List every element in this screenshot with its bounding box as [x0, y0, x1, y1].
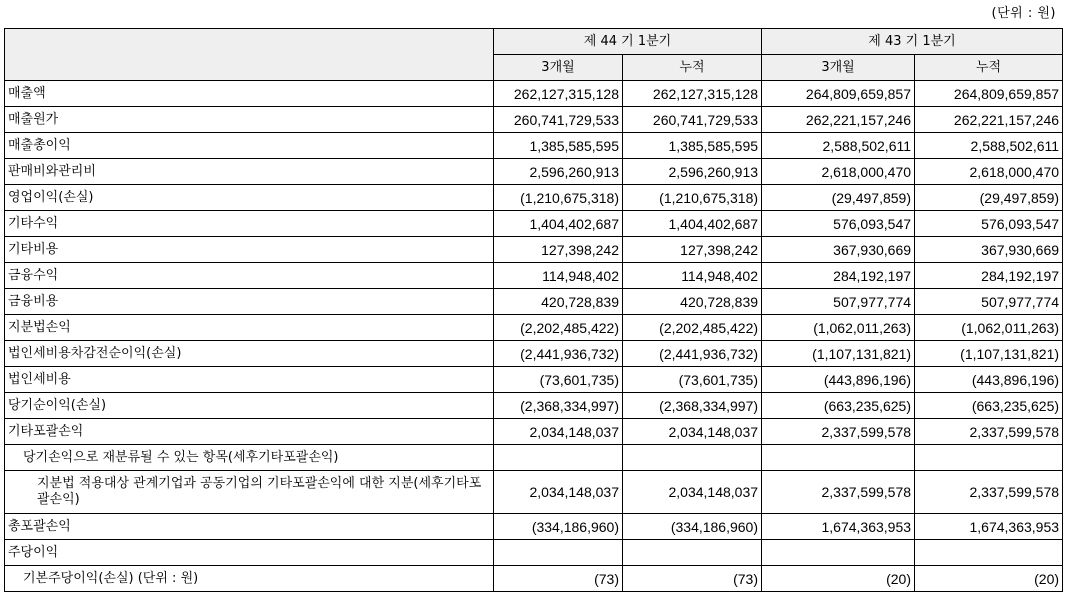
row-value: (334,186,960) — [623, 514, 762, 540]
row-value: (29,497,859) — [915, 185, 1063, 211]
row-label: 금융수익 — [5, 263, 494, 289]
row-value: 507,977,774 — [915, 289, 1063, 315]
row-value: 114,948,402 — [494, 263, 623, 289]
row-value: 260,741,729,533 — [623, 107, 762, 133]
row-label: 판매비와관리비 — [5, 159, 494, 185]
row-label: 지분법 적용대상 관계기업과 공동기업의 기타포괄손익에 대한 지분(세후기타포괄손익) — [5, 471, 494, 514]
header-sub-3months-current: 3개월 — [494, 55, 623, 81]
row-value: 2,034,148,037 — [494, 419, 623, 445]
row-value — [762, 445, 915, 471]
row-value: 114,948,402 — [623, 263, 762, 289]
row-value: 367,930,669 — [915, 237, 1063, 263]
row-value: (1,062,011,263) — [915, 315, 1063, 341]
header-period-prior: 제 43 기 1분기 — [762, 29, 1063, 55]
row-value: 2,618,000,470 — [762, 159, 915, 185]
header-sub-cumulative-current: 누적 — [623, 55, 762, 81]
row-value: 2,337,599,578 — [915, 471, 1063, 514]
row-value: 2,588,502,611 — [762, 133, 915, 159]
row-value: (443,896,196) — [762, 367, 915, 393]
table-row — [5, 133, 1063, 159]
row-label: 기본주당이익(손실) (단위 : 원) — [5, 566, 494, 592]
row-value: 260,741,729,533 — [494, 107, 623, 133]
row-label: 주당이익 — [5, 540, 494, 566]
row-value: (443,896,196) — [915, 367, 1063, 393]
table-row — [5, 315, 1063, 341]
row-value: (1,062,011,263) — [762, 315, 915, 341]
row-value: 2,034,148,037 — [623, 471, 762, 514]
row-label: 법인세비용차감전순이익(손실) — [5, 341, 494, 367]
row-value: (2,441,936,732) — [494, 341, 623, 367]
row-value: (73) — [494, 566, 623, 592]
row-value: 1,674,363,953 — [762, 514, 915, 540]
row-value: (2,202,485,422) — [623, 315, 762, 341]
row-value: (2,368,334,997) — [623, 393, 762, 419]
row-value: 2,337,599,578 — [762, 471, 915, 514]
row-value: (2,368,334,997) — [494, 393, 623, 419]
row-value: 1,385,585,595 — [623, 133, 762, 159]
row-value — [915, 540, 1063, 566]
row-value: (20) — [762, 566, 915, 592]
header-blank-cell — [5, 29, 494, 81]
row-label: 매출액 — [5, 81, 494, 107]
table-row — [5, 419, 1063, 445]
row-value: 420,728,839 — [623, 289, 762, 315]
table-row — [5, 159, 1063, 185]
row-label: 기타포괄손익 — [5, 419, 494, 445]
row-value — [494, 540, 623, 566]
row-value: 262,127,315,128 — [494, 81, 623, 107]
table-row — [5, 185, 1063, 211]
row-value: 1,404,402,687 — [494, 211, 623, 237]
row-value: 127,398,242 — [623, 237, 762, 263]
row-value: 2,337,599,578 — [762, 419, 915, 445]
row-value: (73,601,735) — [494, 367, 623, 393]
table-row — [5, 107, 1063, 133]
row-value: (29,497,859) — [762, 185, 915, 211]
row-value: 367,930,669 — [762, 237, 915, 263]
row-value: 2,337,599,578 — [915, 419, 1063, 445]
table-row — [5, 211, 1063, 237]
row-value: (334,186,960) — [494, 514, 623, 540]
row-value — [494, 445, 623, 471]
row-value: (1,107,131,821) — [762, 341, 915, 367]
table-row — [5, 341, 1063, 367]
table-row — [5, 393, 1063, 419]
row-value: (1,210,675,318) — [494, 185, 623, 211]
header-sub-3months-prior: 3개월 — [762, 55, 915, 81]
row-value: 262,127,315,128 — [623, 81, 762, 107]
table-row — [5, 367, 1063, 393]
table-row — [5, 445, 1063, 471]
row-value: 284,192,197 — [915, 263, 1063, 289]
row-value: 507,977,774 — [762, 289, 915, 315]
row-label: 매출원가 — [5, 107, 494, 133]
header-row-periods — [5, 29, 1063, 55]
table-row — [5, 263, 1063, 289]
row-label: 기타수익 — [5, 211, 494, 237]
row-value: 264,809,659,857 — [915, 81, 1063, 107]
row-label: 영업이익(손실) — [5, 185, 494, 211]
row-value: 1,385,585,595 — [494, 133, 623, 159]
row-value: 127,398,242 — [494, 237, 623, 263]
table-row — [5, 81, 1063, 107]
row-value: (73,601,735) — [623, 367, 762, 393]
row-label: 법인세비용 — [5, 367, 494, 393]
row-value — [762, 540, 915, 566]
header-sub-cumulative-prior: 누적 — [915, 55, 1063, 81]
row-value: (2,441,936,732) — [623, 341, 762, 367]
row-value: (663,235,625) — [915, 393, 1063, 419]
table-row — [5, 471, 1063, 514]
row-value: (663,235,625) — [762, 393, 915, 419]
row-label: 당기순이익(손실) — [5, 393, 494, 419]
row-value: 2,034,148,037 — [494, 471, 623, 514]
row-value: 1,674,363,953 — [915, 514, 1063, 540]
row-value: 2,596,260,913 — [623, 159, 762, 185]
table-row — [5, 289, 1063, 315]
row-label: 금융비용 — [5, 289, 494, 315]
row-value — [915, 445, 1063, 471]
table-row — [5, 514, 1063, 540]
row-value: 2,588,502,611 — [915, 133, 1063, 159]
row-value: 2,618,000,470 — [915, 159, 1063, 185]
row-value: 576,093,547 — [762, 211, 915, 237]
income-statement-table — [4, 28, 1063, 592]
row-label: 매출총이익 — [5, 133, 494, 159]
unit-label: (단위 : 원) — [991, 6, 1056, 21]
row-value: (73) — [623, 566, 762, 592]
row-label: 당기손익으로 재분류될 수 있는 항목(세후기타포괄손익) — [5, 445, 494, 471]
row-value: 2,596,260,913 — [494, 159, 623, 185]
row-value: 420,728,839 — [494, 289, 623, 315]
row-value — [623, 540, 762, 566]
row-value: 284,192,197 — [762, 263, 915, 289]
row-value: (2,202,485,422) — [494, 315, 623, 341]
row-value: 262,221,157,246 — [762, 107, 915, 133]
row-value: (20) — [915, 566, 1063, 592]
row-value: 576,093,547 — [915, 211, 1063, 237]
row-label: 기타비용 — [5, 237, 494, 263]
table-row — [5, 237, 1063, 263]
row-label: 지분법손익 — [5, 315, 494, 341]
row-value: (1,107,131,821) — [915, 341, 1063, 367]
row-value: 2,034,148,037 — [623, 419, 762, 445]
table-row — [5, 566, 1063, 592]
row-value: 1,404,402,687 — [623, 211, 762, 237]
row-value: 264,809,659,857 — [762, 81, 915, 107]
row-value: (1,210,675,318) — [623, 185, 762, 211]
header-period-current: 제 44 기 1분기 — [494, 29, 762, 55]
row-value: 262,221,157,246 — [915, 107, 1063, 133]
row-label: 총포괄손익 — [5, 514, 494, 540]
table-row — [5, 540, 1063, 566]
row-value — [623, 445, 762, 471]
